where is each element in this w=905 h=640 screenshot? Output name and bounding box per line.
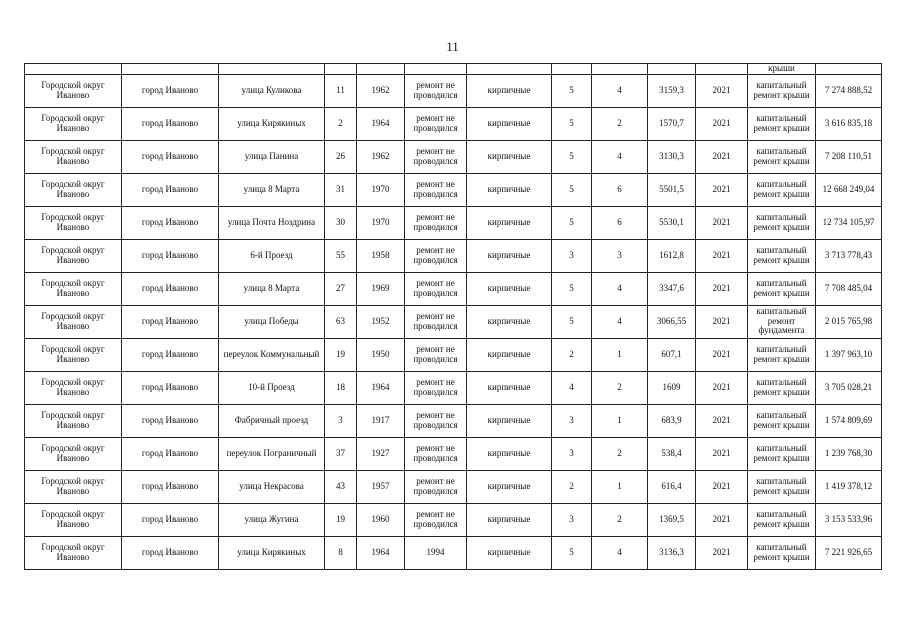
wall-material-cell: кирпичные xyxy=(467,437,552,470)
area-cell: 616,4 xyxy=(648,470,696,503)
floors-cell: 3 xyxy=(552,239,592,272)
city-cell: город Иваново xyxy=(122,437,219,470)
house-number-cell: 8 xyxy=(325,536,357,569)
work-type-cell: капитальный ремонт крыши xyxy=(748,74,816,107)
wall-material-cell: кирпичные xyxy=(467,173,552,206)
last-repair-cell: ремонт не проводился xyxy=(405,173,467,206)
table-row xyxy=(25,371,882,404)
wall-material-cell: кирпичные xyxy=(467,503,552,536)
city-cell: город Иваново xyxy=(122,140,219,173)
entrances-cell: 4 xyxy=(592,74,648,107)
cost-cell: 1 239 768,30 xyxy=(816,437,882,470)
house-number-cell: 2 xyxy=(325,107,357,140)
cost-cell: 7 708 485,04 xyxy=(816,272,882,305)
table-row xyxy=(25,338,882,371)
house-number-cell: 37 xyxy=(325,437,357,470)
street-cell: 10-й Проезд xyxy=(219,371,325,404)
build-year-cell: 1927 xyxy=(357,437,405,470)
build-year-cell: 1917 xyxy=(357,404,405,437)
wall-material-cell: кирпичные xyxy=(467,305,552,338)
plan-year-cell: 2021 xyxy=(696,404,748,437)
floors-cell: 4 xyxy=(552,371,592,404)
last-repair-cell: ремонт не проводился xyxy=(405,437,467,470)
entrances-cell: 4 xyxy=(592,272,648,305)
last-repair-cell: ремонт не проводился xyxy=(405,74,467,107)
area-cell: 5501,5 xyxy=(648,173,696,206)
cost-cell: 1 574 809,69 xyxy=(816,404,882,437)
wall-material-cell: кирпичные xyxy=(467,239,552,272)
table-row xyxy=(25,140,882,173)
district-cell: Городской округ Иваново xyxy=(25,305,122,338)
table-row xyxy=(25,305,882,338)
plan-year-cell: 2021 xyxy=(696,272,748,305)
area-cell: 3159,3 xyxy=(648,74,696,107)
build-year-cell: 1970 xyxy=(357,206,405,239)
entrances-cell: 4 xyxy=(592,536,648,569)
work-type-cell: капитальный ремонт крыши xyxy=(748,239,816,272)
build-year-cell: 1960 xyxy=(357,503,405,536)
district-cell: Городской округ Иваново xyxy=(25,107,122,140)
work-type-cell: капитальный ремонт крыши xyxy=(748,503,816,536)
floors-cell: 3 xyxy=(552,404,592,437)
table-cell xyxy=(648,64,696,75)
wall-material-cell: кирпичные xyxy=(467,536,552,569)
wall-material-cell: кирпичные xyxy=(467,140,552,173)
plan-year-cell: 2021 xyxy=(696,305,748,338)
table-cell xyxy=(552,64,592,75)
cost-cell: 3 713 778,43 xyxy=(816,239,882,272)
house-number-cell: 55 xyxy=(325,239,357,272)
street-cell: улица Почта Ноздрина xyxy=(219,206,325,239)
build-year-cell: 1964 xyxy=(357,107,405,140)
entrances-cell: 4 xyxy=(592,305,648,338)
work-type-cell: капитальный ремонт крыши xyxy=(748,107,816,140)
street-cell: улица Куликова xyxy=(219,74,325,107)
plan-year-cell: 2021 xyxy=(696,536,748,569)
area-cell: 5530,1 xyxy=(648,206,696,239)
street-cell: Фабричный проезд xyxy=(219,404,325,437)
city-cell: город Иваново xyxy=(122,305,219,338)
street-cell: 6-й Проезд xyxy=(219,239,325,272)
table-cell xyxy=(592,64,648,75)
wall-material-cell: кирпичные xyxy=(467,74,552,107)
table-row xyxy=(25,272,882,305)
entrances-cell: 2 xyxy=(592,107,648,140)
plan-year-cell: 2021 xyxy=(696,338,748,371)
area-cell: 1612,8 xyxy=(648,239,696,272)
table-cell xyxy=(405,64,467,75)
plan-year-cell: 2021 xyxy=(696,371,748,404)
floors-cell: 5 xyxy=(552,140,592,173)
work-type-cell: капитальный ремонт крыши xyxy=(748,470,816,503)
house-number-cell: 27 xyxy=(325,272,357,305)
city-cell: город Иваново xyxy=(122,206,219,239)
district-cell: Городской округ Иваново xyxy=(25,404,122,437)
city-cell: город Иваново xyxy=(122,338,219,371)
cost-cell: 1 419 378,12 xyxy=(816,470,882,503)
continuation-row xyxy=(25,64,882,75)
table-cell xyxy=(696,64,748,75)
cost-cell: 1 397 963,10 xyxy=(816,338,882,371)
build-year-cell: 1964 xyxy=(357,371,405,404)
floors-cell: 2 xyxy=(552,338,592,371)
last-repair-cell: ремонт не проводился xyxy=(405,338,467,371)
table-row xyxy=(25,404,882,437)
build-year-cell: 1952 xyxy=(357,305,405,338)
last-repair-cell: 1994 xyxy=(405,536,467,569)
table-cell xyxy=(325,64,357,75)
area-cell: 607,1 xyxy=(648,338,696,371)
table-row xyxy=(25,206,882,239)
floors-cell: 3 xyxy=(552,437,592,470)
table-row xyxy=(25,107,882,140)
last-repair-cell: ремонт не проводился xyxy=(405,470,467,503)
cost-cell: 7 221 926,65 xyxy=(816,536,882,569)
plan-year-cell: 2021 xyxy=(696,470,748,503)
work-type-cell: капитальный ремонт фундамента xyxy=(748,305,816,338)
district-cell: Городской округ Иваново xyxy=(25,140,122,173)
wall-material-cell: кирпичные xyxy=(467,338,552,371)
entrances-cell: 6 xyxy=(592,173,648,206)
floors-cell: 3 xyxy=(552,503,592,536)
area-cell: 1570,7 xyxy=(648,107,696,140)
work-type-cell: капитальный ремонт крыши xyxy=(748,206,816,239)
district-cell: Городской округ Иваново xyxy=(25,470,122,503)
city-cell: город Иваново xyxy=(122,371,219,404)
cost-cell: 7 274 888,52 xyxy=(816,74,882,107)
city-cell: город Иваново xyxy=(122,107,219,140)
area-cell: 1609 xyxy=(648,371,696,404)
entrances-cell: 2 xyxy=(592,371,648,404)
city-cell: город Иваново xyxy=(122,239,219,272)
cost-cell: 2 015 765,98 xyxy=(816,305,882,338)
city-cell: город Иваново xyxy=(122,470,219,503)
page-number: 11 xyxy=(446,39,459,54)
area-cell: 3130,3 xyxy=(648,140,696,173)
cost-cell: 3 616 835,18 xyxy=(816,107,882,140)
district-cell: Городской округ Иваново xyxy=(25,74,122,107)
area-cell: 3066,55 xyxy=(648,305,696,338)
table-row xyxy=(25,536,882,569)
entrances-cell: 1 xyxy=(592,404,648,437)
district-cell: Городской округ Иваново xyxy=(25,239,122,272)
floors-cell: 5 xyxy=(552,272,592,305)
floors-cell: 5 xyxy=(552,536,592,569)
district-cell: Городской округ Иваново xyxy=(25,503,122,536)
floors-cell: 5 xyxy=(552,206,592,239)
entrances-cell: 4 xyxy=(592,140,648,173)
cost-cell: 3 705 028,21 xyxy=(816,371,882,404)
cost-cell: 12 668 249,04 xyxy=(816,173,882,206)
table-cell xyxy=(357,64,405,75)
entrances-cell: 3 xyxy=(592,239,648,272)
wall-material-cell: кирпичные xyxy=(467,470,552,503)
floors-cell: 2 xyxy=(552,470,592,503)
district-cell: Городской округ Иваново xyxy=(25,338,122,371)
wall-material-cell: кирпичные xyxy=(467,206,552,239)
entrances-cell: 1 xyxy=(592,470,648,503)
house-number-cell: 63 xyxy=(325,305,357,338)
street-cell: улица 8 Марта xyxy=(219,272,325,305)
entrances-cell: 2 xyxy=(592,437,648,470)
wall-material-cell: кирпичные xyxy=(467,272,552,305)
cost-cell: 3 153 533,96 xyxy=(816,503,882,536)
city-cell: город Иваново xyxy=(122,74,219,107)
house-number-cell: 26 xyxy=(325,140,357,173)
table-row xyxy=(25,503,882,536)
wall-material-cell: кирпичные xyxy=(467,107,552,140)
city-cell: город Иваново xyxy=(122,173,219,206)
house-number-cell: 31 xyxy=(325,173,357,206)
table-cell xyxy=(816,64,882,75)
wall-material-cell: кирпичные xyxy=(467,371,552,404)
street-cell: улица Жугина xyxy=(219,503,325,536)
plan-year-cell: 2021 xyxy=(696,140,748,173)
house-number-cell: 43 xyxy=(325,470,357,503)
table-row xyxy=(25,173,882,206)
district-cell: Городской округ Иваново xyxy=(25,272,122,305)
last-repair-cell: ремонт не проводился xyxy=(405,404,467,437)
table-cell xyxy=(219,64,325,75)
work-type-cell: капитальный ремонт крыши xyxy=(748,536,816,569)
build-year-cell: 1962 xyxy=(357,74,405,107)
house-number-cell: 18 xyxy=(325,371,357,404)
wall-material-cell: кирпичные xyxy=(467,404,552,437)
plan-year-cell: 2021 xyxy=(696,437,748,470)
table-row xyxy=(25,239,882,272)
plan-year-cell: 2021 xyxy=(696,173,748,206)
entrances-cell: 6 xyxy=(592,206,648,239)
work-type-cell: капитальный ремонт крыши xyxy=(748,404,816,437)
work-type-cell: капитальный ремонт крыши xyxy=(748,437,816,470)
work-type-cell: капитальный ремонт крыши xyxy=(748,140,816,173)
table-row xyxy=(25,74,882,107)
area-cell: 683,9 xyxy=(648,404,696,437)
street-cell: переулок Пограничный xyxy=(219,437,325,470)
district-cell: Городской округ Иваново xyxy=(25,173,122,206)
street-cell: улица 8 Марта xyxy=(219,173,325,206)
area-cell: 3136,3 xyxy=(648,536,696,569)
build-year-cell: 1970 xyxy=(357,173,405,206)
street-cell: улица Кирякиных xyxy=(219,536,325,569)
build-year-cell: 1969 xyxy=(357,272,405,305)
street-cell: улица Некрасова xyxy=(219,470,325,503)
build-year-cell: 1958 xyxy=(357,239,405,272)
last-repair-cell: ремонт не проводился xyxy=(405,371,467,404)
last-repair-cell: ремонт не проводился xyxy=(405,239,467,272)
plan-year-cell: 2021 xyxy=(696,74,748,107)
house-number-cell: 19 xyxy=(325,338,357,371)
plan-year-cell: 2021 xyxy=(696,107,748,140)
housing-repair-table xyxy=(24,63,882,570)
floors-cell: 5 xyxy=(552,305,592,338)
plan-year-cell: 2021 xyxy=(696,503,748,536)
work-type-cell: капитальный ремонт крыши xyxy=(748,173,816,206)
city-cell: город Иваново xyxy=(122,536,219,569)
table-cell xyxy=(467,64,552,75)
street-cell: улица Кирякиных xyxy=(219,107,325,140)
district-cell: Городской округ Иваново xyxy=(25,371,122,404)
city-cell: город Иваново xyxy=(122,272,219,305)
last-repair-cell: ремонт не проводился xyxy=(405,206,467,239)
build-year-cell: 1962 xyxy=(357,140,405,173)
build-year-cell: 1964 xyxy=(357,536,405,569)
district-cell: Городской округ Иваново xyxy=(25,536,122,569)
street-cell: улица Панина xyxy=(219,140,325,173)
plan-year-cell: 2021 xyxy=(696,239,748,272)
floors-cell: 5 xyxy=(552,173,592,206)
last-repair-cell: ремонт не проводился xyxy=(405,503,467,536)
floors-cell: 5 xyxy=(552,107,592,140)
work-type-cell: капитальный ремонт крыши xyxy=(748,371,816,404)
work-type-cell: капитальный ремонт крыши xyxy=(748,338,816,371)
plan-year-cell: 2021 xyxy=(696,206,748,239)
district-cell: Городской округ Иваново xyxy=(25,206,122,239)
table-row xyxy=(25,470,882,503)
last-repair-cell: ремонт не проводился xyxy=(405,272,467,305)
build-year-cell: 1950 xyxy=(357,338,405,371)
house-number-cell: 11 xyxy=(325,74,357,107)
street-cell: улица Победы xyxy=(219,305,325,338)
build-year-cell: 1957 xyxy=(357,470,405,503)
city-cell: город Иваново xyxy=(122,404,219,437)
house-number-cell: 19 xyxy=(325,503,357,536)
table-row xyxy=(25,437,882,470)
area-cell: 1369,5 xyxy=(648,503,696,536)
last-repair-cell: ремонт не проводился xyxy=(405,140,467,173)
area-cell: 538,4 xyxy=(648,437,696,470)
work-type-cell: капитальный ремонт крыши xyxy=(748,272,816,305)
entrances-cell: 2 xyxy=(592,503,648,536)
area-cell: 3347,6 xyxy=(648,272,696,305)
cost-cell: 7 208 110,51 xyxy=(816,140,882,173)
last-repair-cell: ремонт не проводился xyxy=(405,107,467,140)
floors-cell: 5 xyxy=(552,74,592,107)
continuation-cell: крыши xyxy=(748,64,816,75)
table-cell xyxy=(122,64,219,75)
street-cell: переулок Коммунальный xyxy=(219,338,325,371)
last-repair-cell: ремонт не проводился xyxy=(405,305,467,338)
house-number-cell: 30 xyxy=(325,206,357,239)
district-cell: Городской округ Иваново xyxy=(25,437,122,470)
cost-cell: 12 734 105,97 xyxy=(816,206,882,239)
table-cell xyxy=(25,64,122,75)
city-cell: город Иваново xyxy=(122,503,219,536)
house-number-cell: 3 xyxy=(325,404,357,437)
entrances-cell: 1 xyxy=(592,338,648,371)
